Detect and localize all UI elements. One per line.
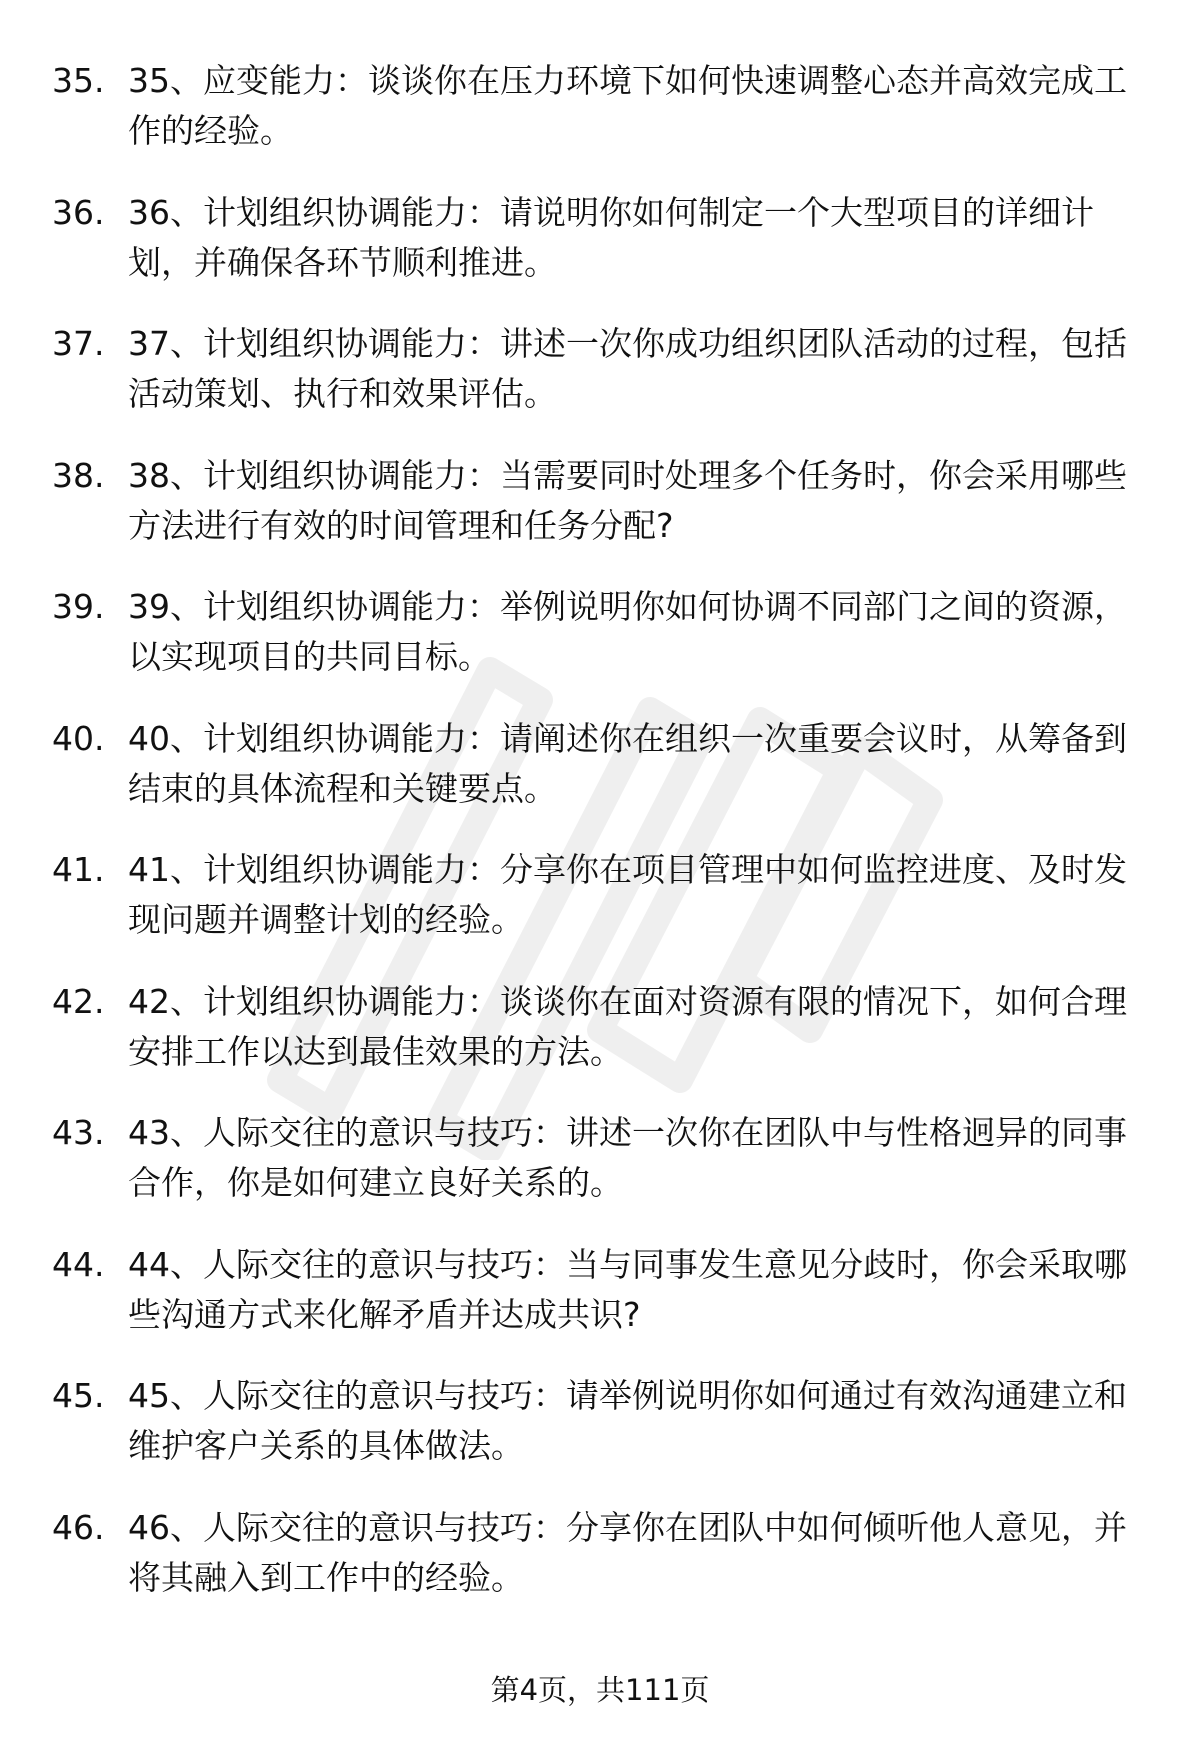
item-text: 39、计划组织协调能力：举例说明你如何协调不同部门之间的资源，以实现项目的共同目标。 <box>128 587 1127 676</box>
list-item <box>0 582 1200 714</box>
item-text: 40、计划组织协调能力：请阐述你在组织一次重要会议时，从筹备到结束的具体流程和关键要点。 <box>128 718 1127 808</box>
item-number: 37. <box>52 324 105 363</box>
list-item <box>0 845 1200 977</box>
question-list <box>0 56 1200 1634</box>
list-item <box>0 188 1200 320</box>
item-text: 37、计划组织协调能力：讲述一次你成功组织团队活动的过程，包括活动策划、执行和效果评估。 <box>128 324 1127 413</box>
list-item <box>0 56 1200 188</box>
item-number: 40. <box>52 718 105 758</box>
item-number: 35. <box>52 61 105 100</box>
item-number: 42. <box>52 981 105 1021</box>
item-text: 42、计划组织协调能力：谈谈你在面对资源有限的情况下，如何合理安排工作以达到最佳效果的方法。 <box>128 981 1127 1071</box>
item-number: 41. <box>52 850 105 889</box>
item-text: 36、计划组织协调能力：请说明你如何制定一个大型项目的详细计划，并确保各环节顺利推进。 <box>128 192 1094 282</box>
item-number: 38. <box>52 455 105 495</box>
item-text: 38、计划组织协调能力：当需要同时处理多个任务时，你会采用哪些方法进行有效的时间管理和任务分配? <box>128 455 1127 545</box>
item-number: 36. <box>52 192 105 232</box>
item-text: 43、人际交往的意识与技巧：讲述一次你在团队中与性格迥异的同事合作，你是如何建立良好关系的。 <box>128 1113 1127 1202</box>
item-text: 35、应变能力：谈谈你在压力环境下如何快速调整心态并高效完成工作的经验。 <box>128 61 1127 150</box>
item-text: 44、人际交往的意识与技巧：当与同事发生意见分歧时，你会采取哪些沟通方式来化解矛盾并达成共识? <box>128 1244 1127 1334</box>
item-number: 45. <box>52 1376 105 1415</box>
list-item <box>0 1240 1200 1372</box>
list-item <box>0 451 1200 583</box>
page-footer: 第4页，共111页 <box>490 1673 710 1707</box>
list-item <box>0 319 1200 451</box>
list-item <box>0 1503 1200 1635</box>
list-item <box>0 977 1200 1109</box>
item-text: 41、计划组织协调能力：分享你在项目管理中如何监控进度、及时发现问题并调整计划的经验。 <box>128 850 1127 939</box>
item-text: 45、人际交往的意识与技巧：请举例说明你如何通过有效沟通建立和维护客户关系的具体做法。 <box>128 1376 1127 1465</box>
list-item <box>0 1371 1200 1503</box>
list-item <box>0 714 1200 846</box>
item-number: 44. <box>52 1244 105 1284</box>
item-number: 39. <box>52 587 105 626</box>
list-item <box>0 1108 1200 1240</box>
item-number: 46. <box>52 1507 105 1547</box>
item-text: 46、人际交往的意识与技巧：分享你在团队中如何倾听他人意见，并将其融入到工作中的经验。 <box>128 1507 1127 1597</box>
item-number: 43. <box>52 1113 105 1152</box>
